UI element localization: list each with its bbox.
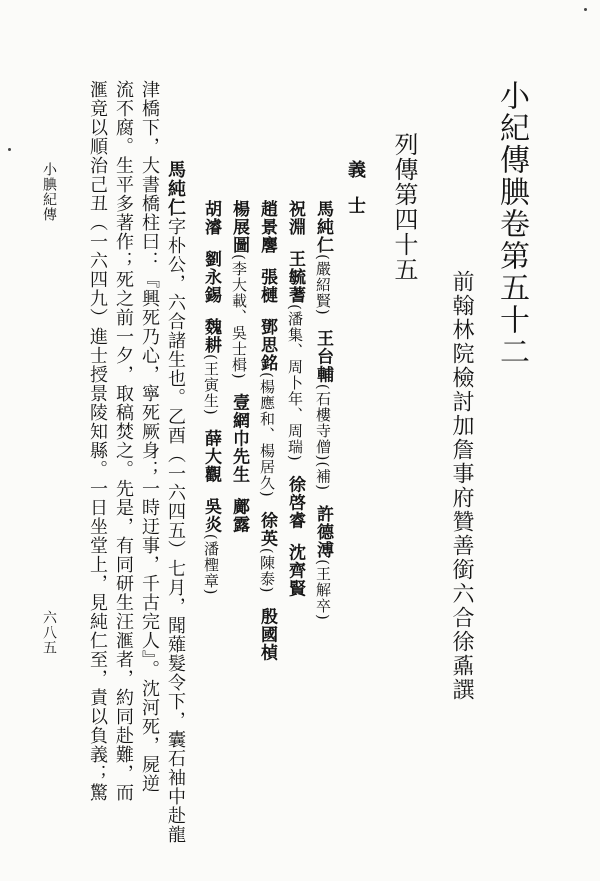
margin-page-number: 六八五 [41, 610, 57, 655]
names-column [314, 200, 331, 621]
chapter-title: 列傳第四十五 [390, 132, 418, 282]
body-text-line: 字朴公，六合諸生也。乙酉（一六四五）七月，聞薙髮令下，囊石袖中赴龍 [165, 217, 186, 844]
person-name: 吳炎 [201, 497, 221, 534]
name-annotation: (王解卒) [314, 559, 332, 621]
person-name: 趙景麐 [257, 200, 277, 254]
name-annotation: (陳泰) [258, 547, 276, 594]
person-name: 王台輔 [313, 329, 333, 384]
section-heading: 義 士 [345, 160, 366, 214]
person-name: 王毓蓍 [285, 250, 305, 304]
person-name: 鄺露 [229, 497, 249, 534]
name-annotation: (石樓寺僧)(補) [314, 383, 332, 492]
names-column [230, 200, 247, 534]
names-column [202, 200, 219, 595]
person-name: 馬純仁 [313, 200, 333, 254]
name-annotation: (李大載、吳士楫) [230, 254, 248, 380]
person-name: 劉永錫 [201, 250, 221, 304]
person-name: 薛大觀 [201, 429, 221, 484]
name-annotation: (楊應和、楊居久) [258, 372, 276, 498]
body-text-line: 津橋下，大書橋柱曰：『興死乃心，寧死厥身；一時迂事，千古完人』。沈河死，屍逆 [139, 80, 160, 793]
name-annotation: (潘檉章) [202, 533, 220, 596]
names-column [286, 200, 303, 598]
author-line: 前翰林院檢討加詹事府贊善銜六合徐鼒譔 [449, 270, 474, 702]
names-column [258, 200, 275, 661]
person-name: 沈齊賢 [285, 543, 305, 598]
body-column [114, 80, 132, 802]
body-column [88, 80, 106, 802]
name-annotation: (王寅生) [202, 354, 220, 416]
body-column [140, 80, 158, 793]
person-name: 鄧思銘 [257, 318, 277, 372]
person-name: 許德溥 [313, 505, 333, 560]
person-name: 殷國楨 [257, 607, 277, 662]
person-name: 楊展圖 [229, 200, 249, 254]
body-text-line: 滙竟以順治己丑（一六四九）進士授景陵知縣。一日坐堂上，見純仁至，責以負義；驚 [87, 80, 108, 802]
person-name: 胡濬 [201, 200, 221, 236]
name-annotation: (嚴紹賢) [314, 254, 332, 316]
volume-title: 小紀傳腆卷第五十二 [494, 80, 529, 368]
person-name: 祝淵 [285, 200, 305, 236]
person-name: 張槤 [257, 268, 277, 304]
margin-book-title: 小腆紀傳 [41, 162, 57, 222]
person-name: 魏耕 [201, 318, 221, 354]
person-name: 徐啓睿 [285, 475, 305, 530]
name-annotation: (潘集、周卜年、周瑞) [286, 304, 304, 462]
subject-name: 馬純仁 [165, 160, 186, 217]
body-column [166, 160, 184, 844]
person-name: 壹網巾先生 [229, 393, 249, 484]
ink-speck [8, 148, 11, 151]
body-text-line: 流不腐。生平多著作；死之前一夕，取稿焚之。先是，有同研生汪滙者，約同赴難，而 [113, 80, 134, 802]
ink-speck [584, 8, 587, 11]
person-name: 徐英 [257, 511, 277, 548]
